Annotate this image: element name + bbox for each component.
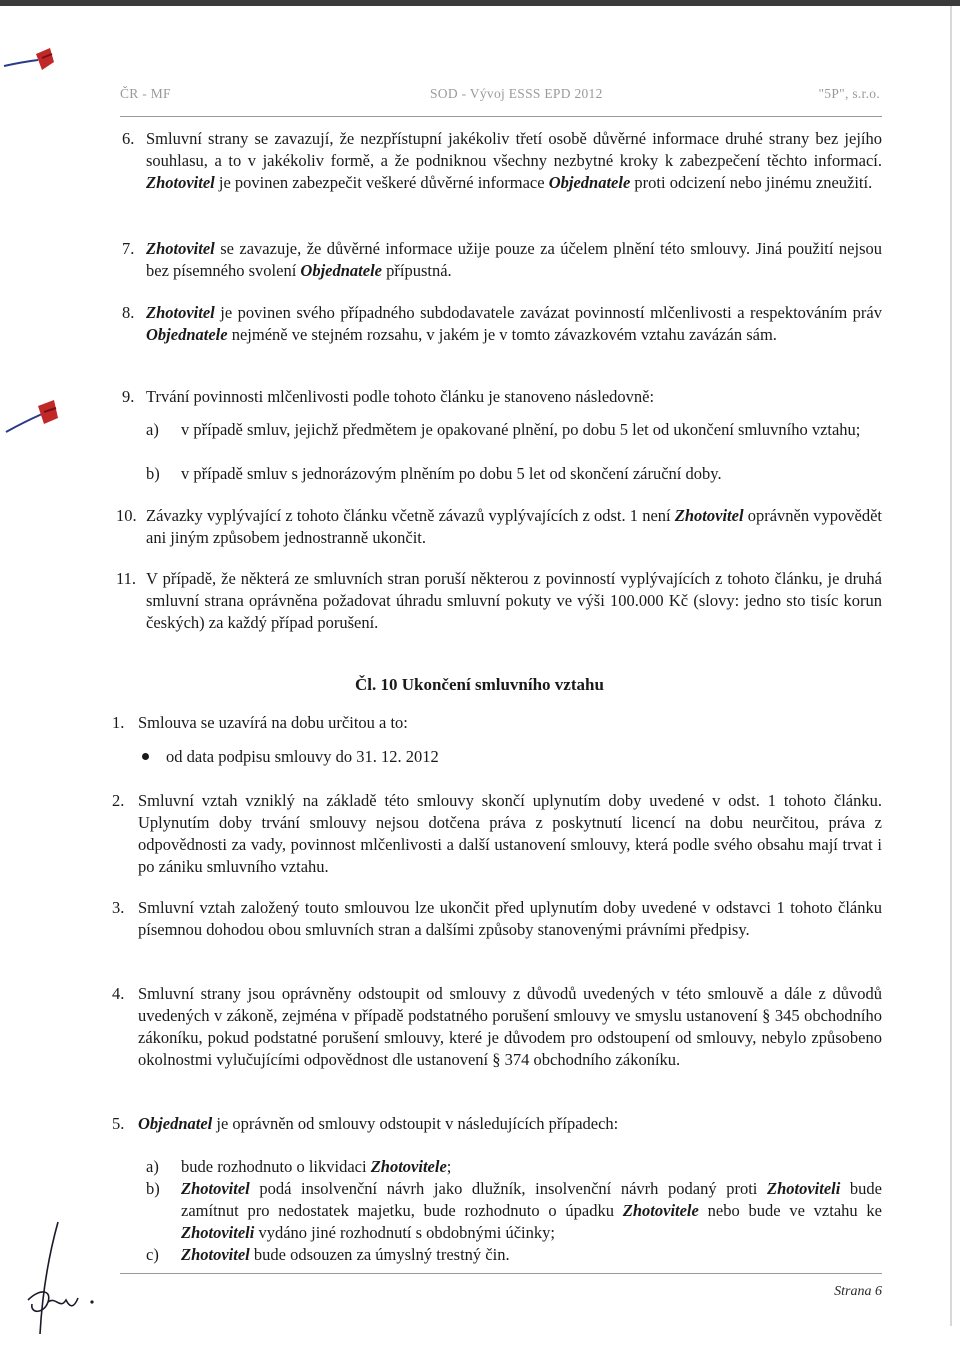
margin-mark-middle [2, 392, 62, 442]
scan-right-edge [950, 6, 952, 1326]
margin-mark-top [2, 40, 62, 80]
termination-5-item-c-text: Zhotovitel bude odsouzen za úmyslný trestný čin. [181, 1245, 510, 1264]
termination-4-number: 4. [112, 984, 125, 1003]
clause-10-text: Závazky vyplývající z tohoto článku včetně závazů vyplývajících z odst. 1 není Zhotovitel oprávněn vypovědět ani jiným způsobem jednostranně ukončit. [146, 506, 883, 547]
termination-1-bullet-text: od data podpisu smlouvy do 31. 12. 2012 [166, 747, 439, 766]
clause-10-number: 10. [116, 506, 137, 525]
termination-3-text: Smluvní vztah založený touto smlouvou lze ukončit před uplynutím doby uvedené v odstavci 1 tohoto článku písemnou dohodou obou smluvních stran a dalšími způsoby stanovenými právními předpisy. [138, 898, 882, 939]
termination-2-text: Smluvní vztah vzniklý na základě této smlouvy skončí uplynutím doby uvedené v odst. 1 tohoto článku. Uplynutím doby trvání smlouvy nejsou dotčena práva z poskytnutí licencí na dobu neurčitou, práva z odpovědnosti za vady, povinnost mlčenlivosti a další ustanovení smlouvy, která podle svého obsahu mají trvat i po zániku smluvního vztahu. [138, 791, 882, 876]
bullet-dot [142, 753, 149, 760]
running-header [120, 86, 880, 108]
clause-11-number: 11. [116, 569, 137, 588]
clause-8-number: 8. [122, 303, 135, 322]
clause-7-number: 7. [122, 239, 135, 258]
footer-rule [120, 1273, 882, 1274]
termination-3-number: 3. [112, 898, 125, 917]
termination-5-item-a-label: a) [146, 1157, 159, 1176]
termination-5-item-b-text: Zhotovitel podá insolvenční návrh jako dlužník, insolvenční návrh podaný proti Zhotoviteli bude zamítnut pro nedostatek majetku, bude rozhodnuto o úpadku Zhotovitele nebo bude ve vztahu ke Zhotoviteli vydáno jiné rozhodnutí s obdobnými účinky; [181, 1179, 882, 1242]
termination-5-text: Objednatel je oprávněn od smlouvy odstoupit v následujících případech: [138, 1114, 619, 1133]
clause-9-item-a-label: a) [146, 420, 159, 439]
clause-9-item-b-text: v případě smluv s jednorázovým plněním po dobu 5 let od skončení záruční doby. [181, 464, 722, 483]
clause-8-text: Zhotovitel je povinen svého případného subdodavatele zavázat povinností mlčenlivosti a respektováním práv Objednatele nejméně ve stejném rozsahu, v jakém je v tomto závazkovém vztahu zavázán sám. [146, 303, 882, 344]
header-right: "5P", s.r.o. [818, 86, 880, 101]
clause-9-item-b-label: b) [146, 464, 160, 483]
header-center: SOD - Vývoj ESSS EPD 2012 [430, 86, 603, 101]
clause-11-text: V případě, že některá ze smluvních stran poruší některou z povinností vyplývajících z tohoto článku, je druhá smluvní strana oprávněna požadovat úhradu smluvní pokuty ve výši 100.000 Kč (slovy: jedno sto tisíc korun českých) za každý případ porušení. [146, 569, 882, 632]
termination-1-number: 1. [112, 713, 125, 732]
termination-5-item-c-label: c) [146, 1245, 159, 1264]
handwritten-initials [18, 1218, 108, 1338]
page-number: Strana 6 [834, 1284, 882, 1299]
termination-5-item-b-label: b) [146, 1179, 160, 1198]
clause-9-item-a-text: v případě smluv, jejichž předmětem je opakované plnění, po dobu 5 let od ukončení smluvního vztahu; [181, 420, 861, 439]
header-rule [120, 116, 882, 117]
termination-2-number: 2. [112, 791, 125, 810]
scan-top-edge [0, 0, 960, 6]
header-left: ČR - MF [120, 86, 171, 101]
termination-5-item-a-text: bude rozhodnuto o likvidaci Zhotovitele; [181, 1157, 452, 1176]
clause-9-number: 9. [122, 387, 135, 406]
section-heading: Čl. 10 Ukončení smluvního vztahu [355, 675, 604, 694]
clause-6-text: Smluvní strany se zavazují, že nezpřístupní jakékoliv třetí osobě důvěrné informace druhé strany bez jejího souhlasu, a to v jakékoliv formě, a že podniknou všechny nezbytné kroky k zabezpečení těchto informací. Zhotovitel je povinen zabezpečit veškeré důvěrné informace Objednatele proti odcizení nebo jinému zneužití. [146, 129, 882, 192]
clause-6-number: 6. [122, 129, 135, 148]
termination-1-text: Smlouva se uzavírá na dobu určitou a to: [138, 713, 408, 732]
clause-9-text: Trvání povinnosti mlčenlivosti podle tohoto článku je stanoveno následovně: [146, 387, 655, 406]
clause-7-text: Zhotovitel se zavazuje, že důvěrné informace užije pouze za účelem plnění této smlouvy. Jiná použití nejsou bez písemného svolení Objednatele přípustná. [146, 239, 882, 280]
termination-5-number: 5. [112, 1114, 125, 1133]
termination-4-text: Smluvní strany jsou oprávněny odstoupit od smlouvy z důvodů uvedených v této smlouvě a dále z důvodů uvedených v zákoně, zejména v případě podstatného porušení smlouvy ve smyslu ustanovení § 345 obchodního zákoníku, pokud podstatné porušení smlouvy, které je důvodem pro odstoupení od smlouvy, nebylo způsobeno okolnostmi vylučujícími odpovědnost dle ustanovení § 374 obchodního zákoníku. [138, 984, 882, 1069]
